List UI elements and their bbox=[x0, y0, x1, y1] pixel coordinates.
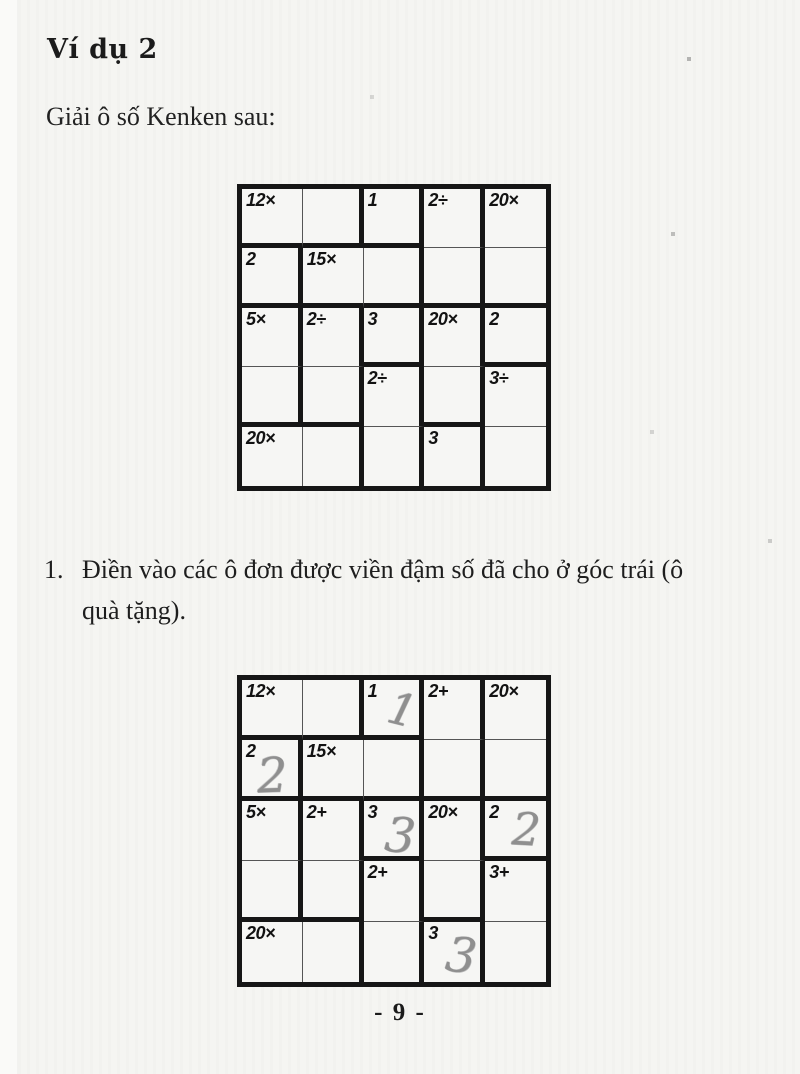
grid-cell-r5c2 bbox=[303, 922, 364, 982]
step-text bbox=[82, 549, 784, 631]
grid-cell-r4c5 bbox=[485, 367, 546, 426]
grid-cell-r4c4 bbox=[424, 367, 485, 426]
grid-cell-r3c5 bbox=[485, 801, 546, 861]
kenken-grid-gift-cells-filled bbox=[237, 675, 551, 987]
cage-label: 2 bbox=[246, 249, 256, 270]
grid-cell-r3c1 bbox=[242, 308, 303, 367]
handwritten-digit: 2 bbox=[256, 747, 289, 805]
grid-cell-r3c3 bbox=[364, 308, 425, 367]
grid-cell-r3c2 bbox=[303, 308, 364, 367]
grid-cell-r4c4 bbox=[424, 861, 485, 921]
handwritten-digit: 3 bbox=[443, 925, 481, 986]
cage-label: 20× bbox=[428, 801, 458, 822]
grid-cell-r5c2 bbox=[303, 427, 364, 486]
grid-cell-r1c1 bbox=[242, 680, 303, 740]
cage-label: 3 bbox=[428, 922, 438, 943]
grid-cell-r4c1 bbox=[242, 861, 303, 921]
grid-cell-r3c1 bbox=[242, 801, 303, 861]
cage-label: 1 bbox=[367, 190, 378, 210]
puzzle-prompt: Giải ô số Kenken sau: bbox=[46, 102, 276, 131]
cage-label: 3 bbox=[367, 801, 378, 822]
grid-cell-r2c2 bbox=[303, 740, 364, 800]
cage-label: 5× bbox=[246, 801, 266, 822]
cage-label: 20× bbox=[246, 427, 276, 448]
grid-cell-r1c3 bbox=[364, 189, 425, 248]
grid-cell-r3c3 bbox=[364, 801, 425, 866]
grid-cell-r5c4 bbox=[424, 427, 485, 486]
cage-label: 15× bbox=[306, 249, 336, 270]
grid-cell-r5c4 bbox=[424, 922, 485, 986]
cage-label: 2÷ bbox=[367, 368, 387, 389]
grid-cell-r3c2 bbox=[303, 801, 364, 861]
grid-cell-r1c5 bbox=[485, 680, 546, 740]
cage-label: 2÷ bbox=[428, 190, 448, 210]
cage-label: 2÷ bbox=[306, 308, 326, 329]
instruction-step-1 bbox=[44, 549, 784, 631]
grid-cell-r3c4 bbox=[424, 801, 485, 861]
step-number: 1. bbox=[44, 555, 64, 584]
handwritten-digit: 1 bbox=[381, 682, 422, 739]
cage-label: 20× bbox=[428, 308, 458, 329]
cage-label: 5× bbox=[246, 308, 266, 329]
grid-cell-r1c2 bbox=[303, 680, 364, 740]
grid-cell-r5c5 bbox=[485, 427, 546, 486]
page-number: - 9 - bbox=[374, 999, 426, 1026]
grid-cell-r1c2 bbox=[303, 189, 364, 248]
cage-label: 2 bbox=[246, 741, 256, 762]
cage-label: 2+ bbox=[428, 681, 448, 701]
example-title: Ví dụ 2 bbox=[47, 34, 158, 65]
grid-cell-r2c1 bbox=[242, 248, 303, 307]
cage-label: 2 bbox=[489, 308, 499, 329]
grid-cell-r5c1 bbox=[242, 922, 303, 982]
cage-label: 12× bbox=[246, 190, 276, 210]
grid-cell-r4c2 bbox=[303, 861, 364, 921]
grid-cell-r4c1 bbox=[242, 367, 303, 426]
grid-cell-r2c3 bbox=[364, 248, 425, 307]
grid-cell-r2c4 bbox=[424, 248, 485, 307]
grid-cell-r3c5 bbox=[485, 308, 546, 367]
cage-label: 3 bbox=[367, 308, 378, 329]
step-text-line2: quà tặng). bbox=[82, 596, 186, 625]
grid-cell-r3c4 bbox=[424, 308, 485, 367]
grid-cell-r2c2 bbox=[303, 248, 364, 307]
grid-cell-r4c5 bbox=[485, 861, 546, 921]
cage-label: 3 bbox=[428, 427, 438, 448]
grid-cell-r1c4 bbox=[424, 680, 485, 740]
grid-cell-r1c5 bbox=[485, 189, 546, 248]
grid-cell-r5c3 bbox=[364, 922, 425, 982]
grid-cell-r5c5 bbox=[485, 922, 546, 982]
grid-cell-r4c3 bbox=[364, 861, 425, 921]
handwritten-digit: 3 bbox=[382, 806, 418, 866]
cage-label: 20× bbox=[489, 681, 519, 701]
handwritten-digit: 2 bbox=[510, 802, 543, 857]
grid-cell-r5c1 bbox=[242, 427, 303, 486]
grid-cell-r1c3 bbox=[364, 680, 425, 740]
cage-label: 12× bbox=[246, 681, 276, 701]
grid-cell-r1c1 bbox=[242, 189, 303, 248]
cage-label: 2+ bbox=[367, 862, 388, 883]
grid-cell-r2c1 bbox=[242, 740, 303, 805]
kenken-grid-unsolved bbox=[237, 184, 551, 491]
scan-edge bbox=[0, 0, 18, 1074]
cage-label: 3+ bbox=[489, 862, 509, 883]
cage-label: 2 bbox=[489, 801, 499, 822]
grid-cell-r4c3 bbox=[364, 367, 425, 426]
cage-label: 1 bbox=[367, 681, 378, 701]
grid-cell-r2c4 bbox=[424, 740, 485, 800]
grid-cell-r2c5 bbox=[485, 740, 546, 800]
grid-cell-r4c2 bbox=[303, 367, 364, 426]
cage-label: 2+ bbox=[306, 801, 327, 822]
grid-cell-r1c4 bbox=[424, 189, 485, 248]
cage-label: 3÷ bbox=[489, 368, 509, 389]
scan-noise bbox=[0, 0, 2, 2]
cage-label: 20× bbox=[489, 190, 519, 210]
grid-cell-r2c5 bbox=[485, 248, 546, 307]
grid-cell-r5c3 bbox=[364, 427, 425, 486]
cage-label: 20× bbox=[246, 922, 276, 943]
grid-cell-r2c3 bbox=[364, 740, 425, 800]
step-text-line1: Điền vào các ô đơn được viền đậm số đã cho ở góc trái (ô bbox=[82, 555, 684, 584]
cage-label: 15× bbox=[306, 741, 336, 762]
